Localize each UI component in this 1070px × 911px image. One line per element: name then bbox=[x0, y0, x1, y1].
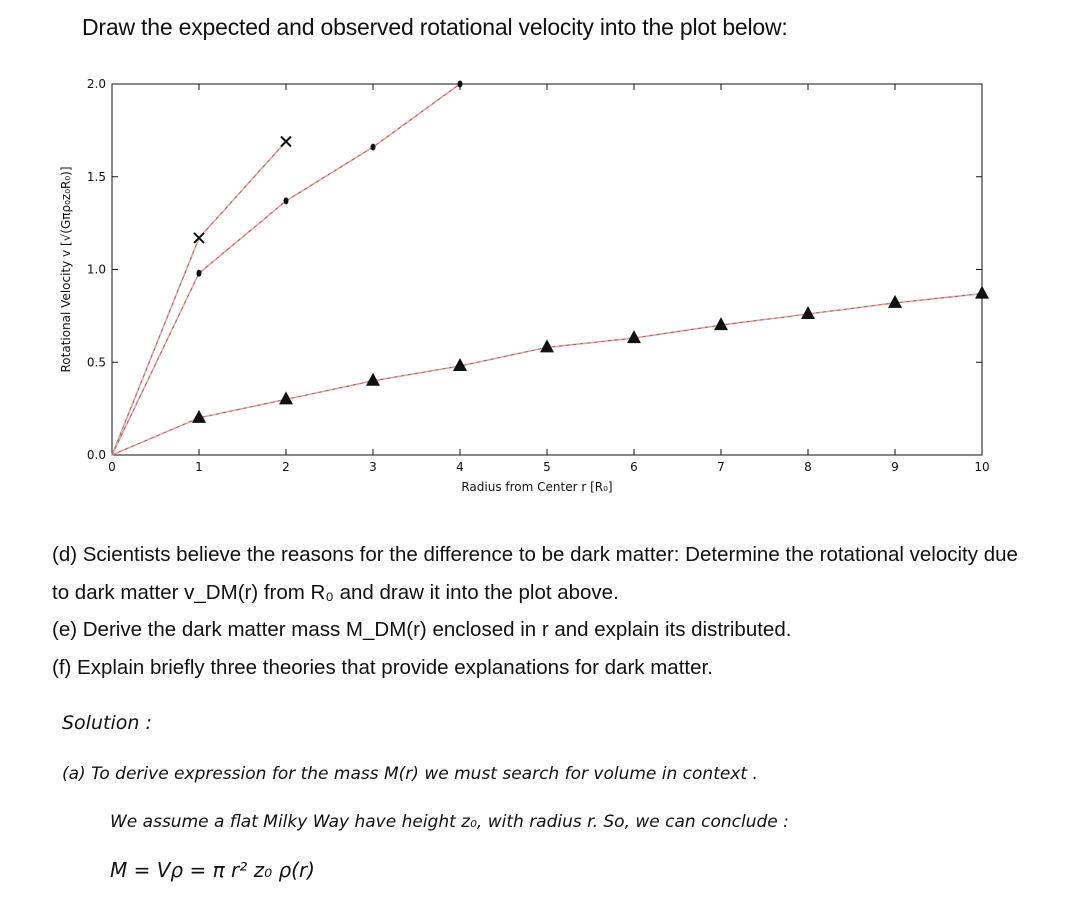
y-tick-label: 2.0 bbox=[86, 77, 106, 91]
x-tick-label: 6 bbox=[630, 460, 638, 474]
solution-line-c: M = Vρ = π r² z₀ ρ(r) bbox=[110, 858, 315, 882]
y-tick-label: 1.5 bbox=[86, 169, 106, 184]
page-heading: Draw the expected and observed rotational velocity into the plot below: bbox=[82, 14, 788, 40]
y-axis-label: Rotational Velocity v [√(Gπρ₀z₀R₀)] bbox=[59, 166, 73, 373]
x-tick-label: 9 bbox=[891, 460, 899, 474]
solution-line-b: We assume a flat Milky Way have height z₀, with radius r. So, we can conclude : bbox=[110, 812, 789, 832]
dot-marker bbox=[458, 81, 463, 88]
x-tick-label: 4 bbox=[456, 460, 464, 474]
triangle-marker bbox=[714, 317, 728, 330]
x-tick-label: 10 bbox=[974, 460, 990, 474]
hand-curve-trace bbox=[112, 294, 982, 455]
y-tick-label: 0.0 bbox=[86, 448, 106, 462]
x-marker bbox=[281, 137, 291, 147]
x-marker bbox=[194, 233, 204, 243]
hand-curve-trace bbox=[112, 142, 286, 456]
plot-frame bbox=[112, 84, 982, 455]
x-tick-label: 2 bbox=[282, 460, 290, 474]
dot-marker bbox=[284, 197, 289, 204]
x-axis-label: Radius from Center r [R₀] bbox=[461, 480, 613, 494]
x-tick-label: 0 bbox=[108, 460, 116, 474]
triangle-marker bbox=[975, 286, 989, 299]
x-tick-label: 8 bbox=[804, 460, 812, 474]
hand-curve bbox=[112, 294, 982, 455]
x-tick-label: 7 bbox=[717, 460, 725, 474]
questions-block bbox=[52, 536, 1032, 686]
question-e: (e) Derive the dark matter mass M_DM(r) enclosed in r and explain its distributed. bbox=[52, 618, 792, 641]
x-tick-label: 1 bbox=[195, 460, 203, 474]
solution-line-a: (a) To derive expression for the mass M(r) we must search for volume in context . bbox=[62, 764, 758, 784]
x-tick-label: 5 bbox=[543, 460, 551, 474]
question-f: (f) Explain briefly three theories that provide explanations for dark matter. bbox=[52, 655, 713, 679]
question-d: (d) Scientists believe the reasons for the difference to be dark matter: Determine the rotational velocity due to dark matter v_DM(r) from R₀ and draw it into the plot above. bbox=[52, 543, 1018, 604]
y-tick-label: 1.0 bbox=[86, 262, 106, 277]
hand-curve bbox=[112, 142, 286, 456]
triangle-marker bbox=[801, 306, 815, 319]
triangle-marker bbox=[540, 339, 554, 352]
triangle-marker bbox=[888, 295, 902, 308]
y-tick-label: 0.5 bbox=[86, 355, 106, 370]
x-tick-label: 3 bbox=[369, 460, 377, 474]
solution-title: Solution : bbox=[62, 712, 152, 734]
dot-marker bbox=[371, 144, 376, 151]
dot-marker bbox=[197, 270, 202, 277]
